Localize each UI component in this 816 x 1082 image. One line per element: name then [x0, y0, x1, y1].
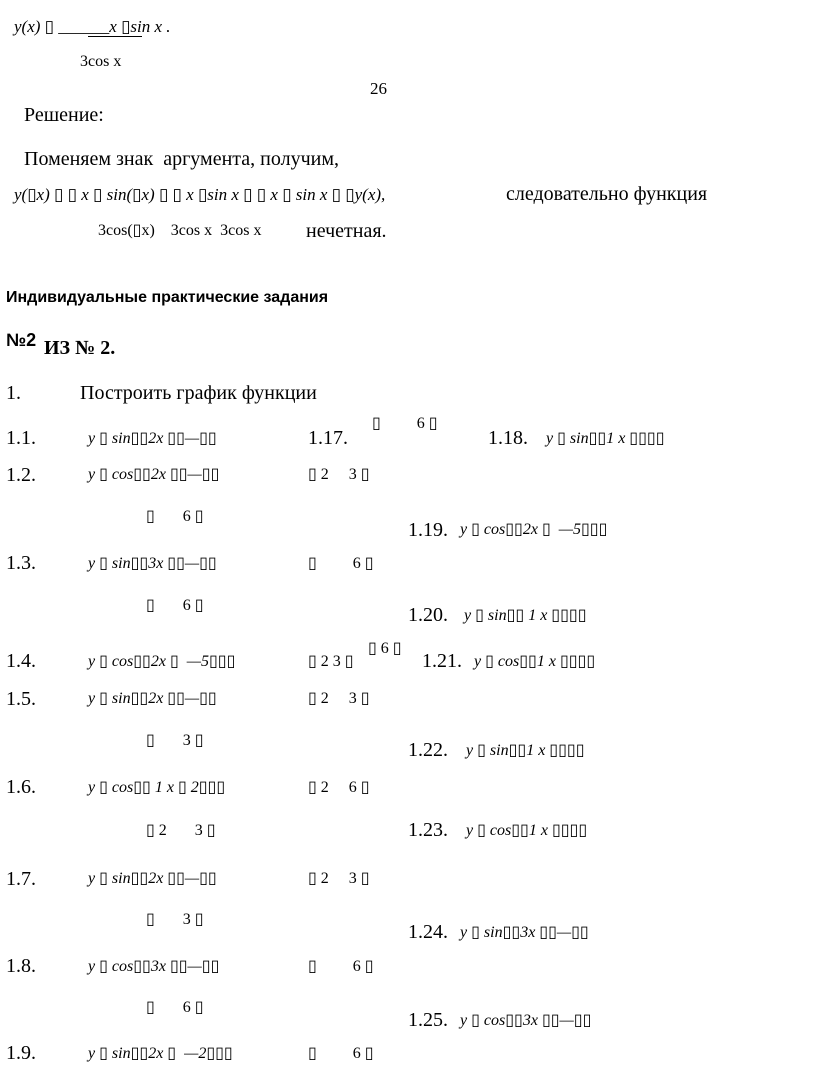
task-text: Построить график функции — [80, 382, 317, 404]
item-formula: y ▯ sin▯▯2x ▯▯—▯▯ — [88, 870, 217, 887]
item-fraction: ▯ 2 6 ▯ — [308, 779, 370, 796]
item-fraction: ▯ 6 ▯ — [146, 508, 204, 525]
solution-denominators: 3cos(▯x) 3cos x 3cos x — [98, 222, 262, 239]
item-formula: y ▯ sin▯▯2x ▯ —2▯▯▯ — [88, 1045, 233, 1062]
item-number: 1.3. — [6, 552, 36, 574]
item-number: 1.9. — [6, 1042, 36, 1064]
item-fraction: ▯ 3 ▯ — [146, 732, 204, 749]
item-fraction: ▯ 2 3 ▯ — [146, 822, 216, 839]
solution-text: Поменяем знак аргумента, получим, — [24, 148, 339, 170]
item-number: 1.6. — [6, 776, 36, 798]
item-formula: y ▯ cos▯▯3x ▯▯—▯▯ — [88, 958, 220, 975]
item-formula: y ▯ sin▯▯2x ▯▯—▯▯ — [88, 690, 217, 707]
item-number: 1.7. — [6, 868, 36, 890]
item-number: 1.19. — [408, 519, 448, 541]
item-fraction: ▯ 6 ▯ — [372, 415, 438, 432]
item-number: 1.5. — [6, 688, 36, 710]
item-formula: y ▯ cos▯▯3x ▯▯—▯▯ — [460, 1012, 592, 1029]
item-formula: y ▯ cos▯▯1 x ▯▯▯▯ — [474, 653, 596, 670]
item-fraction: ▯ 6 ▯ — [308, 1045, 374, 1062]
top-denominator: 3cos x — [80, 53, 122, 70]
item-number: 1.20. — [408, 604, 448, 626]
item-formula: y ▯ sin▯▯2x ▯▯—▯▯ — [88, 430, 217, 447]
item-formula: y ▯ cos▯▯ 1 x ▯ 2▯▯▯ — [88, 779, 226, 796]
section-subheading: ИЗ № 2. — [44, 337, 116, 359]
item-number: 1.17. — [308, 427, 348, 449]
item-fraction: ▯ 2 3 ▯ — [308, 466, 370, 483]
item-fraction: ▯ 2 3 ▯ — [308, 653, 354, 670]
item-fraction: ▯ 6 ▯ — [146, 597, 204, 614]
item-number: 1.24. — [408, 921, 448, 943]
item-number: 1.23. — [408, 819, 448, 841]
item-fraction: ▯ 3 ▯ — [146, 911, 204, 928]
item-fraction: ▯ 6 ▯ — [308, 555, 374, 572]
item-formula: y ▯ cos▯▯2x ▯ —5▯▯▯ — [460, 521, 608, 538]
item-formula: y ▯ cos▯▯1 x ▯▯▯▯ — [466, 822, 588, 839]
section-small-number: №2 — [6, 330, 37, 350]
item-fraction: ▯ 6 ▯ — [368, 640, 402, 657]
item-number: 1.22. — [408, 739, 448, 761]
top-formula: y(x) ▯ ______x ▯sin x . — [14, 17, 171, 36]
item-number: 1.2. — [6, 464, 36, 486]
fraction-bar — [88, 36, 142, 37]
item-number: 1.25. — [408, 1009, 448, 1031]
item-fraction: ▯ 2 3 ▯ — [308, 690, 370, 707]
item-fraction: ▯ 6 ▯ — [146, 999, 204, 1016]
solution-tail: нечетная. — [306, 220, 387, 242]
solution-heading: Решение: — [24, 104, 104, 126]
item-number: 1.1. — [6, 427, 36, 449]
item-fraction: ▯ 2 3 ▯ — [308, 870, 370, 887]
solution-formula: y(▯x) ▯ ▯ x ▯ sin(▯x) ▯ ▯ x ▯sin x ▯ ▯ x ▯ sin x ▯ ▯y(x), — [14, 185, 386, 204]
task-number: 1. — [6, 382, 21, 404]
item-formula: y ▯ sin▯▯3x ▯▯—▯▯ — [88, 555, 217, 572]
item-formula: y ▯ cos▯▯2x ▯▯—▯▯ — [88, 466, 220, 483]
page-number: 26 — [370, 79, 387, 98]
item-formula: y ▯ sin▯▯1 x ▯▯▯▯ — [546, 430, 665, 447]
section-heading: Индивидуальные практические задания — [6, 289, 329, 306]
item-fraction: ▯ 6 ▯ — [308, 958, 374, 975]
item-formula: y ▯ sin▯▯ 1 x ▯▯▯▯ — [464, 607, 587, 624]
item-formula: y ▯ sin▯▯3x ▯▯—▯▯ — [460, 924, 589, 941]
item-formula: y ▯ cos▯▯2x ▯ —5▯▯▯ — [88, 653, 236, 670]
item-number: 1.18. — [488, 427, 528, 449]
item-number: 1.8. — [6, 955, 36, 977]
item-number: 1.4. — [6, 650, 36, 672]
solution-formula-tail: следовательно функция — [506, 183, 708, 205]
item-formula: y ▯ sin▯▯1 x ▯▯▯▯ — [466, 742, 585, 759]
item-number: 1.21. — [422, 650, 462, 672]
